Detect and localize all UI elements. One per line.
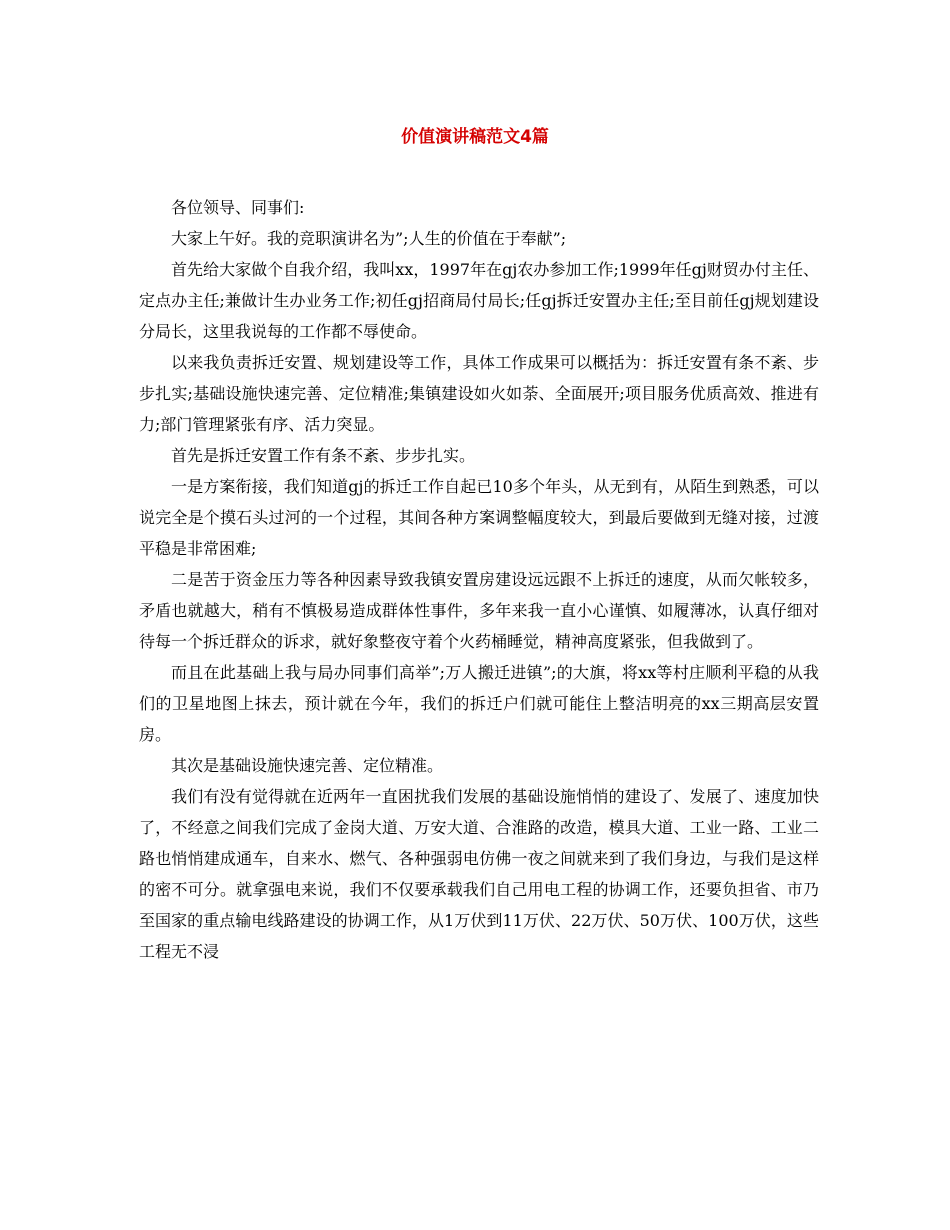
paragraph-section-heading-relocation: 首先是拆迁安置工作有条不紊、步步扎实。: [171, 446, 476, 465]
document-title: 价值演讲稿范文4篇: [401, 127, 549, 147]
paragraph-infrastructure-details: 我们有没有觉得就在近两年一直困扰我们发展的基础设施悄悄的建设了、发展了、速度加快了，不经意之间我们完成了金岗大道、万安大道、合淮路的改造，模具大道、工业一路、工业二路也悄悄建成通车，自来水、燃气、各种强弱电仿佛一夜之间就来到了我们身边，与我们是这样的密不可分。就拿强电来说，我们不仅要承载我们自己用电工程的协调工作，还要负担省、市乃至国家的重点输电线路建设的协调工作，从1万伏到11万伏、22万伏、50万伏、100万伏，这些工程无不浸: [139, 787, 819, 961]
paragraph-funding-pressure: 二是苦于资金压力等各种因素导致我镇安置房建设远远跟不上拆迁的速度，从而欠帐较多，矛盾也就越大，稍有不慎极易造成群体性事件，多年来我一直小心谨慎、如履薄冰，认真仔细对待每一个拆迁群众的诉求，就好象整夜守着个火药桶睡觉，精神高度紧张，但我做到了。: [139, 570, 819, 651]
paragraph-greeting: 大家上午好。我的竞职演讲名为”;人生的价值在于奉献”;: [171, 229, 567, 248]
paragraph-section-heading-infrastructure: 其次是基础设施快速完善、定位精准。: [171, 756, 444, 775]
paragraph-self-introduction: 首先给大家做个自我介绍，我叫xx，1997年在gj农办参加工作;1999年任gj财贸办付主任、定点办主任;兼做计生办业务工作;初任gj招商局付局长;任gj拆迁安置办主任;至目前任gj规划建设分局长，这里我说每的工作都不辱使命。: [139, 260, 819, 341]
paragraph-work-summary: 以来我负责拆迁安置、规划建设等工作，具体工作成果可以概括为：拆迁安置有条不紊、步步扎实;基础设施快速完善、定位精准;集镇建设如火如荼、全面展开;项目服务优质高效、推进有力;部门管理紧张有序、活力突显。: [139, 353, 819, 434]
paragraph-relocation-result: 而且在此基础上我与局办同事们高举”;万人搬迁进镇”;的大旗，将xx等村庄顺利平稳的从我们的卫星地图上抹去，预计就在今年，我们的拆迁户们就可能住上整洁明亮的xx三期高层安置房。: [139, 663, 819, 744]
paragraph-salutation: 各位领导、同事们:: [171, 198, 305, 217]
paragraph-plan-connection: 一是方案衔接，我们知道gj的拆迁工作自起已10多个年头，从无到有，从陌生到熟悉，可以说完全是个摸石头过河的一个过程，其间各种方案调整幅度较大，到最后要做到无缝对接，过渡平稳是非常困难;: [139, 477, 819, 558]
document-body: [139, 192, 819, 967]
